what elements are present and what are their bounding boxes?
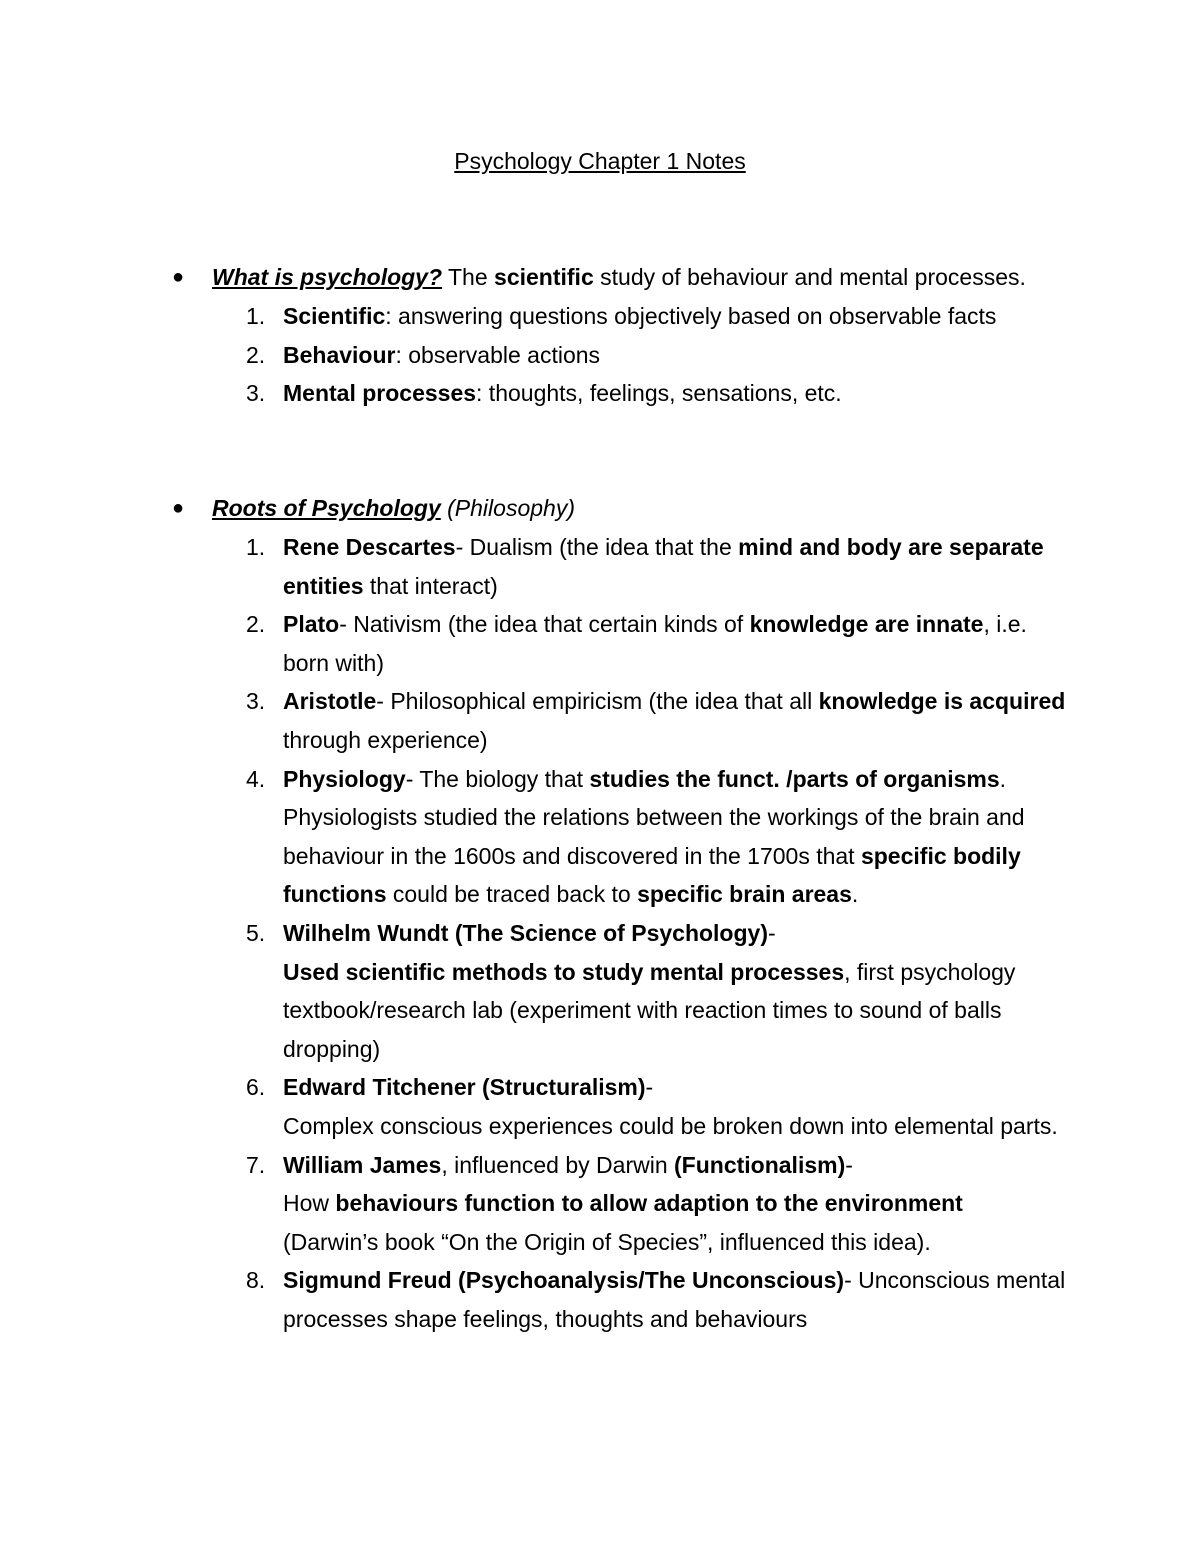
text: . bbox=[851, 881, 859, 908]
term: Plato bbox=[283, 611, 340, 638]
intro-text-bold: scientific bbox=[494, 264, 594, 290]
list-number: 8. bbox=[246, 1267, 266, 1294]
list-item bbox=[172, 1261, 1072, 1338]
term: Edward Titchener (Structuralism) bbox=[283, 1074, 646, 1101]
text: , influenced by Darwin bbox=[441, 1151, 675, 1178]
emphasis: behaviours function to allow adaption to the environment bbox=[335, 1190, 963, 1217]
text: could be traced back to bbox=[386, 881, 638, 908]
text: , i.e. born with) bbox=[283, 611, 1027, 676]
list-number: 3. bbox=[246, 688, 266, 715]
list-item bbox=[172, 336, 1072, 375]
emphasis: Used scientific methods to study mental processes bbox=[283, 958, 845, 985]
list-number: 3. bbox=[246, 380, 266, 407]
definition: : thoughts, feelings, sensations, etc. bbox=[476, 380, 842, 407]
bullet-icon: ● bbox=[172, 497, 185, 519]
intro-text-a: The bbox=[442, 264, 495, 290]
definition: : answering questions objectively based on observable facts bbox=[385, 303, 997, 329]
list-item bbox=[172, 374, 1072, 413]
list-item bbox=[172, 297, 1072, 336]
text: that interact) bbox=[363, 572, 498, 599]
text: - Unconscious mental processes shape feelings, thoughts and behaviours bbox=[283, 1267, 1066, 1332]
text: through experience) bbox=[283, 726, 488, 753]
intro-text-c: study of behaviour and mental processes. bbox=[593, 264, 1026, 290]
list-number: 2. bbox=[246, 611, 266, 638]
text: - bbox=[767, 919, 776, 946]
list-item bbox=[172, 1146, 1072, 1262]
roots-list bbox=[172, 528, 1072, 1338]
term: Aristotle bbox=[283, 688, 377, 715]
list-number: 7. bbox=[246, 1151, 266, 1178]
section-subheading: (Philosophy) bbox=[440, 495, 575, 521]
term: William James bbox=[283, 1151, 442, 1178]
text: . Physiologists studied the relations between the workings of the brain and behaviour in the 1600s and discovered in the 1700s that bbox=[283, 765, 1025, 869]
emphasis: mind and body are separate entities bbox=[283, 534, 1044, 599]
list-number: 1. bbox=[246, 303, 266, 329]
section-heading: Roots of Psychology bbox=[212, 495, 441, 521]
list-item bbox=[172, 760, 1072, 914]
text: (Darwin’s book “On the Origin of Species”, influenced this idea). bbox=[283, 1228, 931, 1255]
definition-list bbox=[172, 297, 1072, 413]
definition: : observable actions bbox=[395, 341, 601, 368]
text: - bbox=[645, 1074, 654, 1101]
text: - bbox=[845, 1151, 853, 1178]
text: - Philosophical empiricism (the idea that all bbox=[376, 688, 819, 715]
term: Mental processes bbox=[283, 380, 477, 407]
section-intro bbox=[212, 258, 1072, 297]
list-number: 2. bbox=[246, 341, 266, 368]
emphasis: specific brain areas bbox=[637, 881, 852, 908]
emphasis: (Functionalism) bbox=[674, 1151, 846, 1178]
term: Physiology bbox=[283, 765, 406, 792]
list-number: 5. bbox=[246, 919, 266, 946]
section-heading: What is psychology? bbox=[212, 264, 443, 290]
emphasis: specific bodily functions bbox=[283, 842, 1021, 908]
text: Complex conscious experiences could be broken down into elemental parts. bbox=[283, 1112, 1058, 1139]
text: - Nativism (the idea that certain kinds of bbox=[339, 611, 750, 638]
section-intro bbox=[212, 489, 1072, 528]
text: - The biology that bbox=[405, 765, 590, 792]
page-title: Psychology Chapter 1 Notes bbox=[454, 148, 746, 174]
term: Rene Descartes bbox=[283, 534, 456, 560]
section-roots-of-psychology bbox=[172, 489, 1072, 1338]
list-item bbox=[172, 1068, 1072, 1145]
list-item bbox=[172, 914, 1072, 1068]
text: - Dualism (the idea that the bbox=[455, 534, 739, 560]
bullet-icon: ● bbox=[172, 266, 185, 288]
emphasis: studies the funct. /parts of organisms bbox=[589, 765, 1000, 792]
term: Sigmund Freud (Psychoanalysis/The Unconscious) bbox=[283, 1267, 845, 1294]
term: Behaviour bbox=[283, 341, 396, 368]
term: Scientific bbox=[283, 303, 386, 329]
list-number: 4. bbox=[246, 765, 266, 792]
term: Wilhelm Wundt (The Science of Psychology) bbox=[283, 919, 768, 946]
list-item bbox=[172, 682, 1072, 759]
section-what-is-psychology bbox=[172, 258, 1072, 413]
list-item bbox=[172, 605, 1072, 682]
text: How bbox=[283, 1190, 336, 1217]
list-item bbox=[172, 528, 1072, 605]
emphasis: knowledge is acquired bbox=[818, 688, 1066, 715]
list-number: 1. bbox=[246, 534, 266, 560]
text: , first psychology textbook/research lab (experiment with reaction times to sound of balls dropping) bbox=[283, 958, 1016, 1062]
list-number: 6. bbox=[246, 1074, 266, 1101]
emphasis: knowledge are innate bbox=[749, 611, 984, 638]
